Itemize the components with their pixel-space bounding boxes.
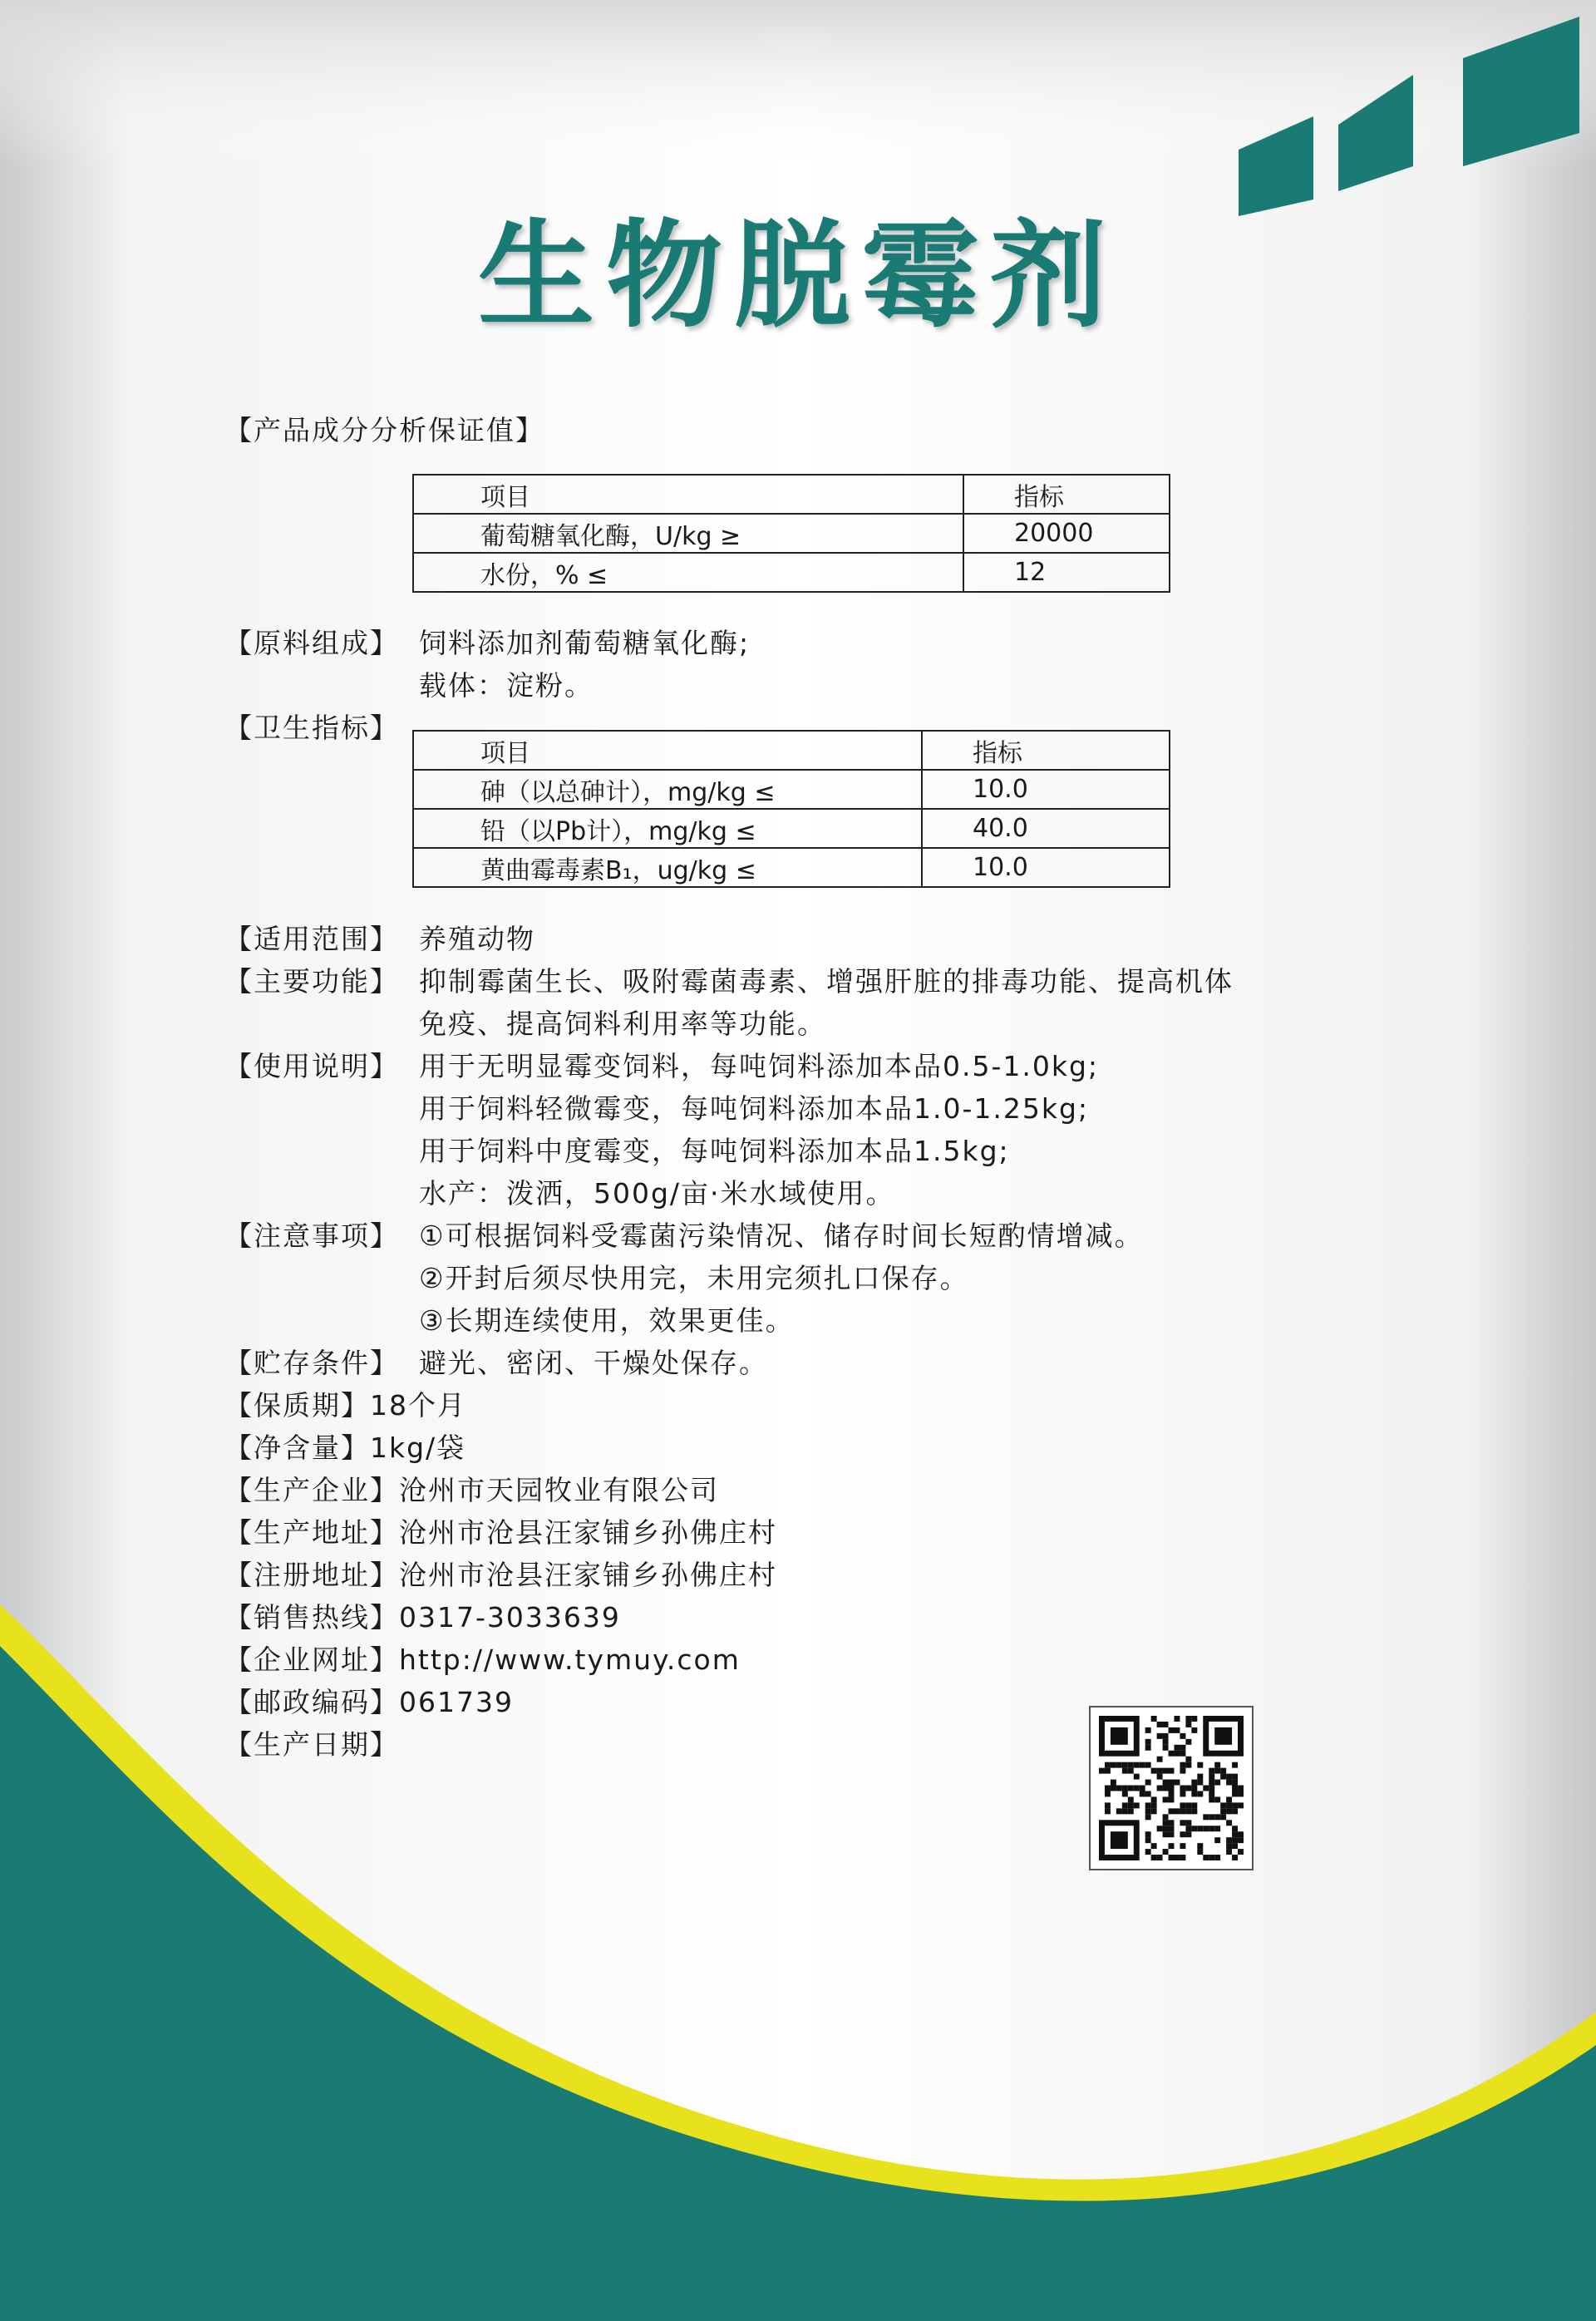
- field-shelf-life: [224, 1384, 1234, 1427]
- table-header-cell: 项目: [413, 731, 922, 770]
- field-value: 避光、密闭、干燥处保存。: [419, 1347, 768, 1379]
- table-cell: 10.0: [922, 770, 1170, 809]
- field-notes: [224, 1215, 1234, 1257]
- field-value: 用于无明显霉变饲料，每吨饲料添加本品0.5-1.0kg;: [419, 1050, 1100, 1082]
- field-postcode: [224, 1681, 1234, 1723]
- field-value: 沧州市沧县汪家铺乡孙佛庄村: [399, 1559, 777, 1591]
- analysis-table: [412, 474, 1170, 593]
- field-production-date: [224, 1723, 1234, 1766]
- table-row: [413, 514, 1170, 553]
- table-cell: 12: [963, 553, 1170, 592]
- table-cell: 20000: [963, 514, 1170, 553]
- table-cell: 40.0: [922, 809, 1170, 848]
- field-label: 【销售热线】: [224, 1601, 399, 1634]
- field-net-content: [224, 1427, 1234, 1469]
- field-value: 1kg/袋: [370, 1432, 466, 1464]
- table-row: [413, 553, 1170, 592]
- hygiene-heading: 【卫生指标】: [224, 712, 399, 744]
- table-cell: 铅（以Pb计），mg/kg ≤: [413, 809, 922, 848]
- table-header-cell: 指标: [922, 731, 1170, 770]
- table-row: [413, 848, 1170, 887]
- table-row: [413, 475, 1170, 514]
- field-value: 水产：泼洒，500g/亩·米水域使用。: [419, 1177, 895, 1210]
- qr-code-icon: [1089, 1706, 1254, 1870]
- field-value: 用于饲料轻微霉变，每吨饲料添加本品1.0-1.25kg;: [419, 1092, 1090, 1125]
- table-row: [413, 731, 1170, 770]
- field-label: 【贮存条件】: [224, 1347, 399, 1379]
- field-value: 18个月: [370, 1389, 466, 1422]
- field-label: 【生产企业】: [224, 1474, 399, 1506]
- field-value: 0317-3033639: [399, 1601, 621, 1634]
- field-label: 【净含量】: [224, 1432, 370, 1464]
- field-manufacturer: [224, 1469, 1234, 1511]
- analysis-heading: 【产品成分分析保证值】: [224, 414, 544, 446]
- field-label: 【适用范围】: [224, 923, 399, 955]
- field-label: 【生产日期】: [224, 1728, 399, 1761]
- field-value: 061739: [399, 1686, 514, 1718]
- field-label: 【邮政编码】: [224, 1686, 399, 1718]
- table-cell: 黄曲霉毒素B₁，ug/kg ≤: [413, 848, 922, 887]
- field-website: [224, 1638, 1234, 1681]
- field-value: 载体：淀粉。: [419, 669, 594, 702]
- table-cell: 10.0: [922, 848, 1170, 887]
- table-cell: 水份，% ≤: [413, 553, 963, 592]
- field-value: 免疫、提高饲料利用率等功能。: [419, 1008, 826, 1040]
- table-cell: 砷（以总砷计），mg/kg ≤: [413, 770, 922, 809]
- field-value: ②开封后须尽快用完，未用完须扎口保存。: [419, 1262, 969, 1294]
- website-link[interactable]: http://www.tymuy.com: [399, 1643, 741, 1676]
- field-function: [224, 960, 1234, 1003]
- field-label: 【主要功能】: [224, 965, 399, 998]
- field-label: 【注意事项】: [224, 1220, 399, 1252]
- table-cell: 葡萄糖氧化酶，U/kg ≥: [413, 514, 963, 553]
- field-value: ①可根据饲料受霉菌污染情况、储存时间长短酌情增减。: [419, 1220, 1144, 1252]
- field-label: 【保质期】: [224, 1389, 370, 1422]
- field-storage: [224, 1342, 1234, 1384]
- field-label: 【注册地址】: [224, 1559, 399, 1591]
- table-header-cell: 指标: [963, 475, 1170, 514]
- field-usage: [224, 1045, 1234, 1087]
- field-hotline: [224, 1596, 1234, 1638]
- field-scope: [224, 918, 1234, 960]
- field-label: 【企业网址】: [224, 1643, 399, 1676]
- field-label: 【生产地址】: [224, 1516, 399, 1549]
- field-value: 饲料添加剂葡萄糖氧化酶;: [419, 627, 751, 659]
- table-row: [413, 809, 1170, 848]
- detail-fields: [224, 918, 1234, 1766]
- table-row: [413, 770, 1170, 809]
- field-label: 【原料组成】: [224, 627, 399, 659]
- field-value: 沧州市天园牧业有限公司: [399, 1474, 719, 1506]
- field-value: ③长期连续使用，效果更佳。: [419, 1304, 795, 1337]
- field-value: 抑制霉菌生长、吸附霉菌毒素、增强肝脏的排毒功能、提高机体: [419, 965, 1234, 998]
- field-label: 【使用说明】: [224, 1050, 399, 1082]
- field-registered-address: [224, 1554, 1234, 1596]
- ingredients-section: [224, 622, 750, 707]
- field-value: 养殖动物: [419, 923, 535, 955]
- hygiene-table: [412, 730, 1170, 888]
- table-header-cell: 项目: [413, 475, 963, 514]
- field-value: 用于饲料中度霉变，每吨饲料添加本品1.5kg;: [419, 1135, 1010, 1167]
- field-value: 沧州市沧县汪家铺乡孙佛庄村: [399, 1516, 777, 1549]
- field-production-address: [224, 1511, 1234, 1554]
- product-title: 生物脱霉剂: [477, 209, 1118, 344]
